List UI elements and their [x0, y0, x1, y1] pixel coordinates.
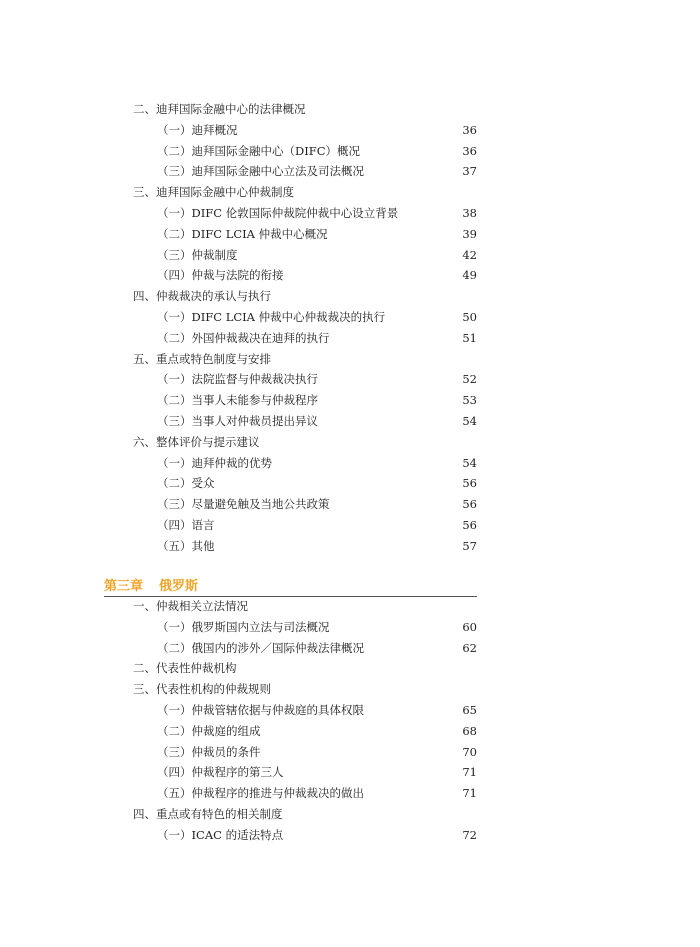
toc-entry[interactable]: （二）当事人未能参与仲裁程序 — [157, 393, 318, 408]
toc-entry[interactable]: （三）仲裁制度 — [157, 247, 238, 262]
toc-entry[interactable]: （一）迪拜仲裁的优势 — [157, 455, 272, 470]
toc-entry[interactable]: （一）迪拜概况 — [157, 122, 238, 137]
toc-page-number: 60 — [462, 619, 477, 634]
toc-page-number: 39 — [462, 226, 477, 241]
toc-page-number: 52 — [462, 372, 477, 387]
toc-page-number: 42 — [462, 247, 477, 262]
toc-page-number: 54 — [462, 414, 477, 428]
toc-section-heading[interactable]: 二、迪拜国际金融中心的法律概况 — [133, 102, 306, 116]
toc-page-number: 37 — [462, 164, 477, 179]
toc-entry[interactable]: （二）俄国内的涉外／国际仲裁法律概况 — [157, 640, 364, 655]
toc-section-heading[interactable]: 二、代表性仲裁机构 — [133, 661, 237, 676]
toc-entry[interactable]: （一）仲裁管辖依据与仲裁庭的具体权限 — [157, 703, 364, 717]
toc-section-heading[interactable]: 四、仲裁裁决的承认与执行 — [133, 289, 271, 304]
toc-entry[interactable]: （五）其他 — [157, 538, 215, 553]
toc-entry[interactable]: （三）当事人对仲裁员提出异议 — [157, 414, 318, 428]
toc-page-number: 71 — [462, 786, 477, 801]
toc-entry[interactable]: （二）仲裁庭的组成 — [157, 723, 261, 738]
toc-entry[interactable]: （一）法院监督与仲裁裁决执行 — [157, 372, 318, 387]
toc-page-number: 72 — [462, 827, 477, 842]
toc-page-number: 65 — [462, 703, 477, 717]
toc-entry[interactable]: （三）仲裁员的条件 — [157, 744, 261, 759]
toc-entry[interactable]: （五）仲裁程序的推进与仲裁裁决的做出 — [157, 786, 364, 801]
toc-entry[interactable]: （四）仲裁与法院的衔接 — [157, 268, 284, 283]
chapter-title: 俄罗斯 — [159, 579, 199, 594]
toc-page-number: 70 — [462, 744, 477, 759]
toc-page-number: 54 — [462, 455, 477, 470]
toc-page-number: 68 — [462, 723, 477, 738]
toc-page-number: 62 — [462, 640, 477, 655]
toc-entry[interactable]: （二）外国仲裁裁决在迪拜的执行 — [157, 330, 330, 345]
toc-section-heading[interactable]: 三、迪拜国际金融中心仲裁制度 — [133, 185, 294, 200]
toc-entry[interactable]: （一）DIFC LCIA 仲裁中心仲裁裁决的执行 — [157, 310, 386, 324]
toc-page-number: 50 — [462, 310, 477, 324]
chapter-number: 第三章 — [104, 579, 144, 594]
toc-section-heading[interactable]: 一、仲裁相关立法情况 — [133, 599, 248, 613]
toc-entry[interactable]: （四）仲裁程序的第三人 — [157, 765, 284, 780]
toc-page-number: 36 — [462, 122, 477, 137]
toc-entry[interactable]: （一）DIFC 伦敦国际仲裁院仲裁中心设立背景 — [157, 206, 399, 220]
toc-page-number: 53 — [462, 393, 477, 408]
toc-entry[interactable]: （三）尽量避免触及当地公共政策 — [157, 497, 330, 512]
toc-entry[interactable]: （四）语言 — [157, 518, 215, 532]
toc-page-number: 56 — [462, 518, 477, 532]
toc-section-heading[interactable]: 三、代表性机构的仲裁规则 — [133, 682, 271, 697]
toc-page-number: 36 — [462, 143, 477, 158]
toc-section-heading[interactable]: 四、重点或有特色的相关制度 — [133, 807, 283, 821]
toc-entry[interactable]: （二）受众 — [157, 476, 215, 491]
chapter-heading[interactable] — [104, 577, 198, 597]
toc-page-number: 56 — [462, 476, 477, 491]
toc-page-number: 56 — [462, 497, 477, 512]
toc-section-heading[interactable]: 六、整体评价与提示建议 — [133, 434, 260, 449]
toc-page-number: 51 — [462, 330, 477, 345]
toc-page-number: 57 — [462, 538, 477, 553]
toc-section-heading[interactable]: 五、重点或特色制度与安排 — [133, 351, 271, 366]
toc-entry[interactable]: （一）俄罗斯国内立法与司法概况 — [157, 619, 330, 634]
toc-entry[interactable]: （二）迪拜国际金融中心（DIFC）概况 — [157, 143, 361, 158]
chapter-divider — [104, 596, 477, 597]
toc-page-number: 38 — [462, 206, 477, 220]
toc-entry[interactable]: （一）ICAC 的适法特点 — [157, 827, 284, 842]
toc-entry[interactable]: （二）DIFC LCIA 仲裁中心概况 — [157, 226, 328, 241]
toc-entry[interactable]: （三）迪拜国际金融中心立法及司法概况 — [157, 164, 364, 179]
toc-page-number: 49 — [462, 268, 477, 283]
toc-page-number: 71 — [462, 765, 477, 780]
